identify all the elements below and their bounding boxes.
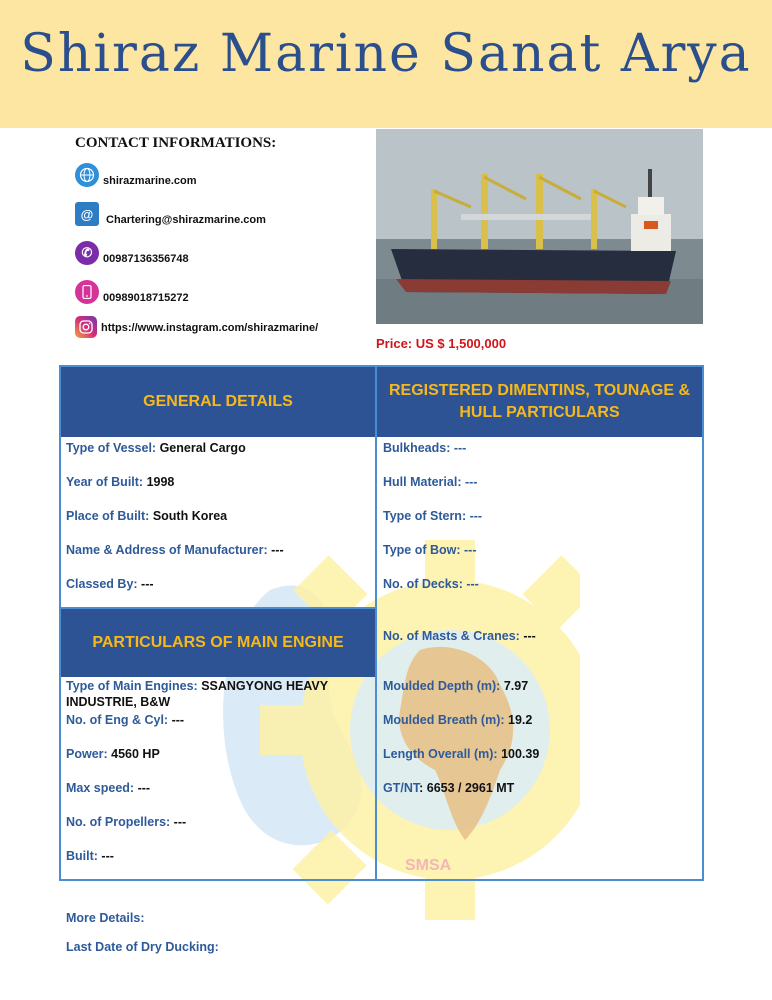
registered-title-line1: REGISTERED DIMENTINS, TOUNAGE & (388, 382, 691, 399)
more-details-label: More Details: (66, 911, 145, 925)
contact-email-row (75, 202, 266, 226)
mobile-icon (75, 280, 99, 304)
general-row: Classed By: --- (66, 577, 154, 591)
watermark-text: SMSA (405, 857, 452, 874)
engine-row: Power: 4560 HP (66, 747, 160, 761)
registered-row: Hull Material: --- (383, 475, 478, 489)
engine-row: No. of Eng & Cyl: --- (66, 713, 185, 727)
registered-row: Bulkheads: --- (383, 441, 467, 455)
mobile-number: 00989018715272 (103, 292, 189, 304)
registered-row: Type of Stern: --- (383, 509, 483, 523)
website-link[interactable]: shirazmarine.com (103, 175, 197, 187)
engine-row: Type of Main Engines: SSANGYONG HEAVY INDUSTRIE, B&W (66, 679, 328, 709)
engine-row: Built: --- (66, 849, 114, 863)
general-details-title: GENERAL DETAILS (143, 393, 293, 410)
general-row: Place of Built: South Korea (66, 509, 228, 523)
main-engine-title: PARTICULARS OF MAIN ENGINE (92, 634, 344, 651)
contact-phone-row (75, 241, 189, 265)
ship-photo (376, 129, 703, 324)
instagram-link[interactable]: https://www.instagram.com/shirazmarine/ (101, 322, 319, 334)
dry-docking-label: Last Date of Dry Ducking: (66, 940, 219, 954)
general-row: Year of Built: 1998 (66, 475, 175, 489)
contact-instagram-row (75, 316, 318, 338)
main-engine-header (61, 609, 375, 677)
table-divider (375, 365, 377, 881)
registered-row: Type of Bow: --- (383, 543, 477, 557)
company-title: Shiraz Marine Sanat Arya (20, 24, 752, 84)
contact-website-row (75, 163, 197, 187)
price-label: Price: US $ 1,500,000 (376, 336, 507, 351)
globe-icon (75, 163, 99, 187)
registered-row: Moulded Breath (m): 19.2 (383, 713, 533, 727)
general-details-header (61, 367, 375, 437)
phone-icon: ✆ (75, 241, 99, 265)
engine-row: Max speed: --- (66, 781, 151, 795)
general-row: Name & Address of Manufacturer: --- (66, 543, 284, 557)
section-separator (59, 607, 377, 609)
contact-heading: CONTACT INFORMATIONS: (75, 135, 277, 151)
general-row: Type of Vessel: General Cargo (66, 441, 246, 455)
email-link[interactable]: Chartering@shirazmarine.com (106, 214, 266, 226)
registered-row: No. of Decks: --- (383, 577, 479, 591)
engine-row: No. of Propellers: --- (66, 815, 187, 829)
registered-row: GT/NT: 6653 / 2961 MT (383, 781, 515, 795)
instagram-icon (75, 316, 97, 338)
email-icon: @ (75, 202, 99, 226)
phone-number: 00987136356748 (103, 253, 189, 265)
registered-header (377, 367, 702, 437)
registered-row: No. of Masts & Cranes: --- (383, 629, 536, 643)
contact-mobile-row (75, 280, 189, 304)
registered-row: Moulded Depth (m): 7.97 (383, 679, 529, 693)
registered-row: Length Overall (m): 100.39 (383, 747, 540, 761)
registered-title-line2: HULL PARTICULARS (459, 404, 620, 421)
